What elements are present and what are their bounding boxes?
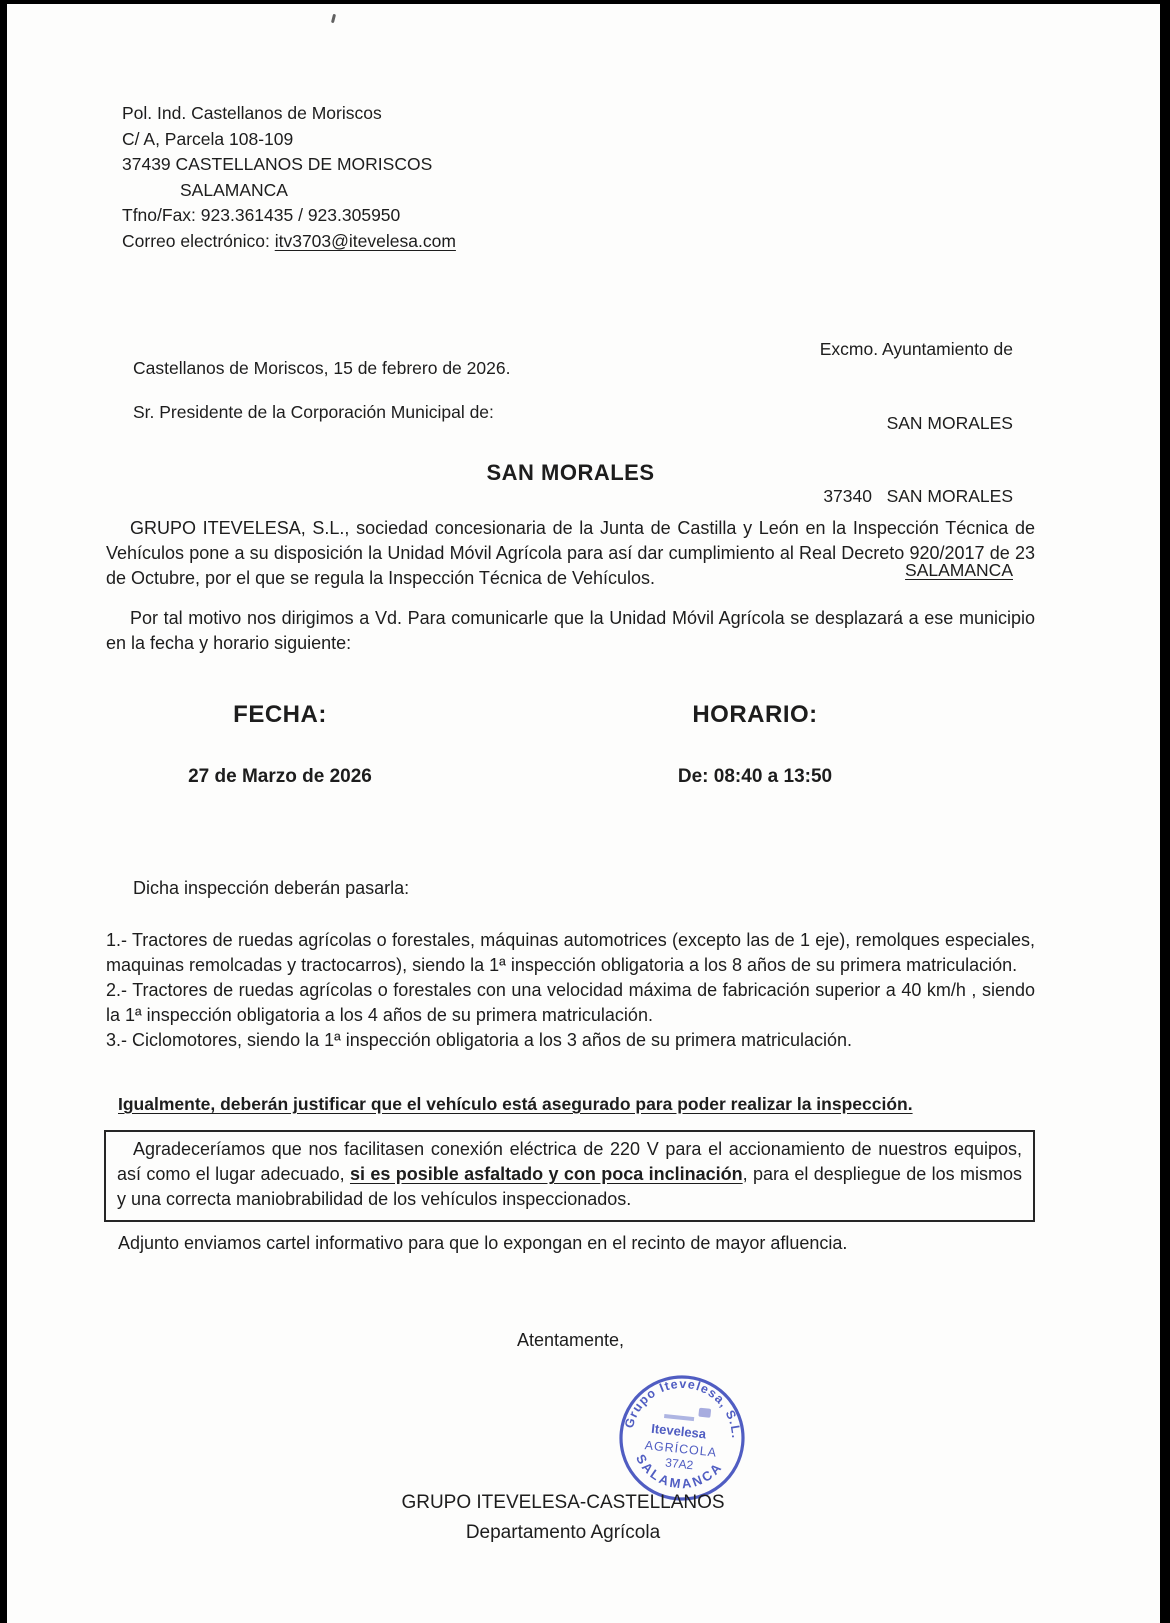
scan-edge-right: [1160, 0, 1170, 1623]
stamp-center-line3: 37A2: [664, 1455, 694, 1473]
sender-line: SALAMANCA: [180, 179, 288, 200]
fecha-label: FECHA:: [233, 701, 327, 728]
fecha-value: 27 de Marzo de 2026: [188, 766, 372, 787]
date-line: Castellanos de Moriscos, 15 de febrero de 2026.: [133, 358, 511, 378]
sender-email-line: [122, 229, 456, 255]
signature-department: Departamento Agrícola: [465, 1522, 661, 1543]
scan-edge-left: [0, 0, 7, 1623]
stamp-center-line1: Itevelesa: [650, 1420, 707, 1442]
horario-value: De: 08:40 a 13:50: [677, 766, 833, 787]
list-item-1: 1.- Tractores de ruedas agrícolas o forestales, máquinas automotrices (excepto las de 1 eje), remolques especiales, maquinas remolcadas y tractocarros), siendo la 1ª inspección obligatoria a los 8 años de su primera matriculación.: [106, 930, 1035, 975]
sender-line: 37439 CASTELLANOS DE MORISCOS: [122, 154, 433, 174]
stamp-logo-mark: [664, 1414, 694, 1421]
list-item-3: 3.- Ciclomotores, siendo la 1ª inspección obligatoria a los 3 años de su primera matriculación.: [106, 1030, 853, 1050]
municipality-title: SAN MORALES: [486, 460, 655, 485]
recipient-line-underlined: SALAMANCA: [905, 559, 1013, 580]
signature-company: GRUPO ITEVELESA-CASTELLANOS: [401, 1492, 725, 1513]
sender-line: C/ A, Parcela 108-109: [122, 128, 294, 149]
recipient-line: SAN MORALES: [886, 412, 1013, 433]
intro-paragraph-text: GRUPO ITEVELESA, S.L., sociedad concesionaria de la Junta de Castilla y León en la Inspección Técnica de Vehículos pone a su disposición la Unidad Móvil Agrícola para así dar cumplimiento al Real Decreto 920/2017 de 23 de Octubre, por el que se regula la Inspección Técnica de Vehículos.: [106, 518, 1035, 588]
vehicle-list: [106, 928, 1035, 1053]
list-item-2: 2.- Tractores de ruedas agrícolas o forestales con una velocidad máxima de fabricación superior a 40 km/h , siendo la 1ª inspección obligatoria a los 4 años de su primera matriculación.: [106, 980, 1035, 1025]
insurance-notice: Igualmente, deberán justificar que el vehículo está asegurado para poder realizar la inspección.: [118, 1094, 913, 1114]
requirements-part1: Agradeceríamos que nos facilitasen conexión eléctrica de 220 V para el accionamiento de nuestros equipos, así como el lugar adecuado,: [117, 1139, 1022, 1184]
email-label: Correo electrónico:: [122, 230, 275, 251]
stamp-center-line2: AGRÍCOLA: [644, 1438, 718, 1460]
scan-edge-top: [0, 0, 1170, 4]
notice-paragraph-text: Por tal motivo nos dirigimos a Vd. Para comunicarle que la Unidad Móvil Agrícola se desplazará a ese municipio en la fecha y horario siguiente:: [106, 608, 1035, 653]
sender-line: Pol. Ind. Castellanos de Moriscos: [122, 103, 382, 123]
recipient-line: 37340 SAN MORALES: [823, 486, 1013, 506]
scan-artifact-speck: [331, 14, 336, 23]
intro-paragraph: [106, 516, 1035, 591]
requirements-highlight: si es posible asfaltado y con poca inclinación: [349, 1164, 743, 1184]
electrical-requirements-box: [104, 1130, 1035, 1222]
stamp-top-text: Grupo Itevelesa, S.L.: [621, 1376, 744, 1440]
email-address: itv3703@itevelesa.com: [274, 230, 456, 251]
horario-label: HORARIO:: [692, 701, 818, 728]
requirements-part2: , para el despliegue de los mismos y una correcta maniobrabilidad de los vehículos inspeccionados.: [117, 1164, 1022, 1209]
inspection-intro: Dicha inspección deberán pasarla:: [133, 878, 410, 898]
salutation: Sr. Presidente de la Corporación Municipal de:: [133, 402, 494, 422]
signature-block: [106, 1488, 1020, 1548]
stamp-bottom-text: SALAMANCA: [633, 1451, 726, 1492]
closing: Atentamente,: [516, 1330, 625, 1350]
notice-paragraph: [106, 606, 1035, 656]
sender-line: Tfno/Fax: 923.361435 / 923.305950: [122, 205, 401, 225]
sender-address: [122, 101, 456, 254]
recipient-line: Excmo. Ayuntamiento de: [819, 339, 1013, 359]
stamp-logo-emblem: [698, 1408, 711, 1418]
requirements-text: [117, 1137, 1022, 1212]
attachment-note: Adjunto enviamos cartel informativo para que lo expongan en el recinto de mayor afluencia.: [118, 1233, 848, 1253]
